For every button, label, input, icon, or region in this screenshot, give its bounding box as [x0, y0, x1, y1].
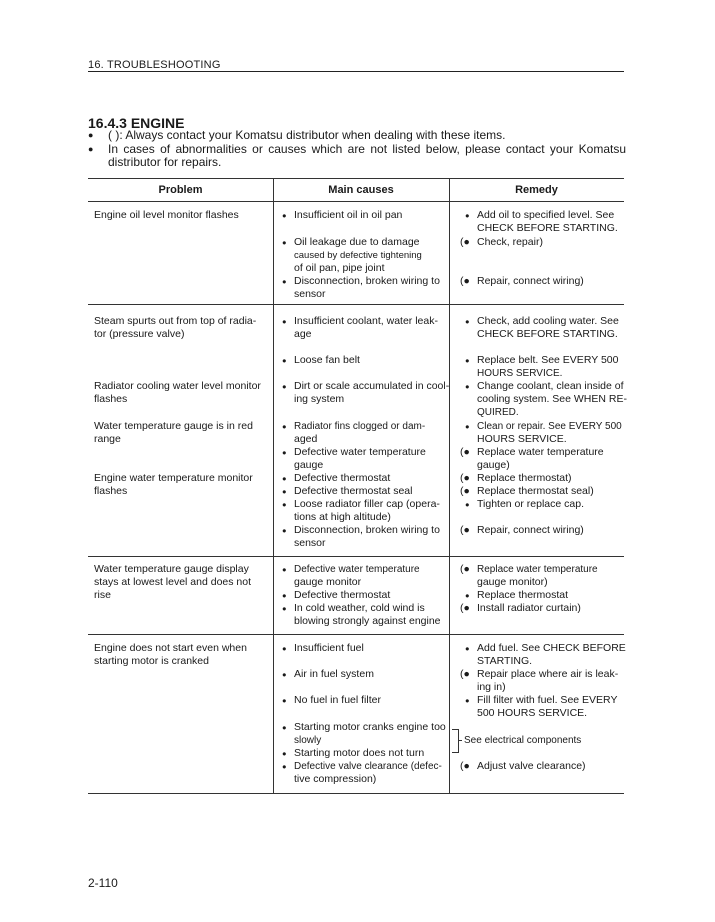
- remedy-item: ing in): [477, 681, 506, 693]
- running-head: 16. TROUBLESHOOTING: [88, 59, 221, 71]
- remedy-item: 500 HOURS SERVICE.: [477, 707, 588, 719]
- cause-item: ● Starting motor does not turn: [294, 747, 424, 760]
- remedy-item: cooling system. See WHEN RE-: [477, 393, 627, 405]
- remedy-item: ● Add fuel. See CHECK BEFORE: [477, 642, 626, 655]
- intro-bullet: ● ( ): Always contact your Komatsu distributor when dealing with these items.: [88, 129, 626, 143]
- cause-item: caused by defective tightening: [294, 250, 422, 261]
- problem-text: range: [94, 433, 121, 445]
- cause-item: ● Insufficient oil in oil pan: [294, 209, 402, 222]
- remedy-paren-mark: (●: [460, 524, 470, 536]
- problem-text: Engine does not start even when: [94, 642, 247, 654]
- cause-item: ● In cold weather, cold wind is: [294, 602, 425, 615]
- remedy-item: gauge monitor): [477, 576, 548, 588]
- remedy-paren-mark: (●: [460, 668, 470, 680]
- cause-item: ● Radiator fins clogged or dam-: [294, 420, 425, 433]
- remedy-paren-mark: (●: [460, 485, 470, 497]
- table-row-rule: [88, 304, 624, 305]
- remedy-item: HOURS SERVICE.: [477, 433, 567, 445]
- table-header-rule: [88, 201, 624, 202]
- problem-text: Radiator cooling water level monitor: [94, 380, 261, 392]
- remedy-item: Replace water temperature: [477, 564, 598, 575]
- cause-item: ● Dirt or scale accumulated in cool-: [294, 380, 449, 393]
- cause-item: sensor: [294, 288, 326, 300]
- table-top-rule: [88, 178, 624, 179]
- section-title: 16.4.3 ENGINE: [88, 115, 185, 131]
- intro-bullet: ● In cases of abnormalities or causes which are not listed below, please contact your Komatsu distributor for repairs.: [88, 143, 626, 170]
- remedy-item: Repair, connect wiring): [477, 275, 584, 287]
- problem-text: flashes: [94, 393, 128, 405]
- column-header-causes: Main causes: [328, 184, 394, 196]
- page-number: 2-110: [88, 876, 118, 890]
- remedy-paren-mark: (●: [460, 472, 470, 484]
- remedy-item: ● Replace thermostat: [477, 589, 568, 602]
- bracket-tick: [458, 740, 462, 741]
- remedy-item: ● Tighten or replace cap.: [477, 498, 584, 511]
- remedy-paren-mark: (●: [460, 602, 470, 614]
- remedy-item: gauge): [477, 459, 510, 471]
- remedy-paren-mark: (●: [460, 563, 470, 575]
- remedy-item: Check, repair): [477, 236, 543, 248]
- cause-item: blowing strongly against engine: [294, 615, 441, 627]
- table-row-rule: [88, 556, 624, 557]
- remedy-item: CHECK BEFORE STARTING.: [477, 222, 618, 234]
- remedy-paren-mark: (●: [460, 446, 470, 458]
- remedy-paren-mark: (●: [460, 275, 470, 287]
- problem-text: tor (pressure valve): [94, 328, 185, 340]
- cause-item: ● Defective thermostat: [294, 472, 390, 485]
- cause-item: ● No fuel in fuel filter: [294, 694, 381, 707]
- remedy-item: STARTING.: [477, 655, 533, 667]
- remedy-item: Install radiator curtain): [477, 602, 581, 614]
- table-row-rule: [88, 634, 624, 635]
- column-header-remedy: Remedy: [515, 184, 558, 196]
- cause-item: ● Defective thermostat seal: [294, 485, 412, 498]
- cause-item: ● Defective water temperature: [294, 446, 426, 459]
- remedy-item: HOURS SERVICE.: [477, 368, 563, 379]
- cause-item: of oil pan, pipe joint: [294, 262, 385, 274]
- cause-item: slowly: [294, 735, 322, 746]
- cause-item: ● Air in fuel system: [294, 668, 374, 681]
- cause-item: ing system: [294, 393, 345, 405]
- remedy-item: ● Add oil to specified level. See: [477, 209, 614, 222]
- column-divider: [273, 178, 274, 793]
- remedy-item: Replace thermostat): [477, 472, 572, 484]
- remedy-item: ● Change coolant, clean inside of: [477, 380, 624, 393]
- problem-text: Engine oil level monitor flashes: [94, 209, 239, 221]
- intro-notes: [88, 129, 626, 170]
- cause-item: ● Defective water temperature: [294, 563, 420, 576]
- cause-item: tive compression): [294, 773, 377, 785]
- cause-item: ● Defective valve clearance (defec-: [294, 760, 442, 773]
- remedy-item: Repair, connect wiring): [477, 524, 584, 536]
- cause-item: gauge: [294, 459, 324, 471]
- column-header-problem: Problem: [158, 184, 203, 196]
- header-rule: [88, 71, 624, 72]
- remedy-item: Repair place where air is leak-: [477, 668, 619, 680]
- problem-text: Water temperature gauge display: [94, 563, 249, 575]
- cause-item: age: [294, 328, 312, 340]
- bracket-mark: [452, 729, 459, 753]
- remedy-item: ● Fill filter with fuel. See EVERY: [477, 694, 617, 707]
- remedy-item: Adjust valve clearance): [477, 760, 586, 772]
- cause-item: ● Starting motor cranks engine too: [294, 721, 446, 734]
- cause-item: ● Disconnection, broken wiring to: [294, 275, 440, 288]
- cause-item: sensor: [294, 537, 326, 549]
- cause-item: aged: [294, 433, 318, 445]
- remedy-item: ● Replace belt. See EVERY 500: [477, 354, 618, 367]
- problem-text: starting motor is cranked: [94, 655, 209, 667]
- remedy-item: ● Clean or repair. See EVERY 500: [477, 420, 622, 433]
- problem-text: flashes: [94, 485, 128, 497]
- remedy-paren-mark: (●: [460, 236, 470, 248]
- cause-item: ● Disconnection, broken wiring to: [294, 524, 440, 537]
- cause-item: ● Insufficient coolant, water leak-: [294, 315, 438, 328]
- remedy-item: CHECK BEFORE STARTING.: [477, 328, 618, 340]
- cause-item: ● Defective thermostat: [294, 589, 390, 602]
- remedy-paren-mark: (●: [460, 760, 470, 772]
- table-bottom-rule: [88, 793, 624, 794]
- remedy-item: ● Check, add cooling water. See: [477, 315, 619, 328]
- problem-text: stays at lowest level and does not: [94, 576, 252, 588]
- column-divider: [449, 178, 450, 793]
- problem-text: Engine water temperature monitor: [94, 472, 253, 484]
- cause-item: ● Oil leakage due to damage: [294, 236, 420, 249]
- problem-text: Steam spurts out from top of radia-: [94, 315, 257, 327]
- remedy-item: Replace water temperature: [477, 446, 604, 458]
- cause-item: gauge monitor: [294, 576, 362, 588]
- cause-item: ● Insufficient fuel: [294, 642, 364, 655]
- cause-item: ● Loose radiator filler cap (opera-: [294, 498, 440, 511]
- remedy-item: Replace thermostat seal): [477, 485, 594, 497]
- problem-text: Water temperature gauge is in red: [94, 420, 253, 432]
- remedy-item: See electrical components: [464, 735, 582, 746]
- problem-text: rise: [94, 589, 111, 601]
- cause-item: tions at high altitude): [294, 511, 391, 523]
- cause-item: ● Loose fan belt: [294, 354, 360, 367]
- remedy-item: QUIRED.: [477, 407, 519, 418]
